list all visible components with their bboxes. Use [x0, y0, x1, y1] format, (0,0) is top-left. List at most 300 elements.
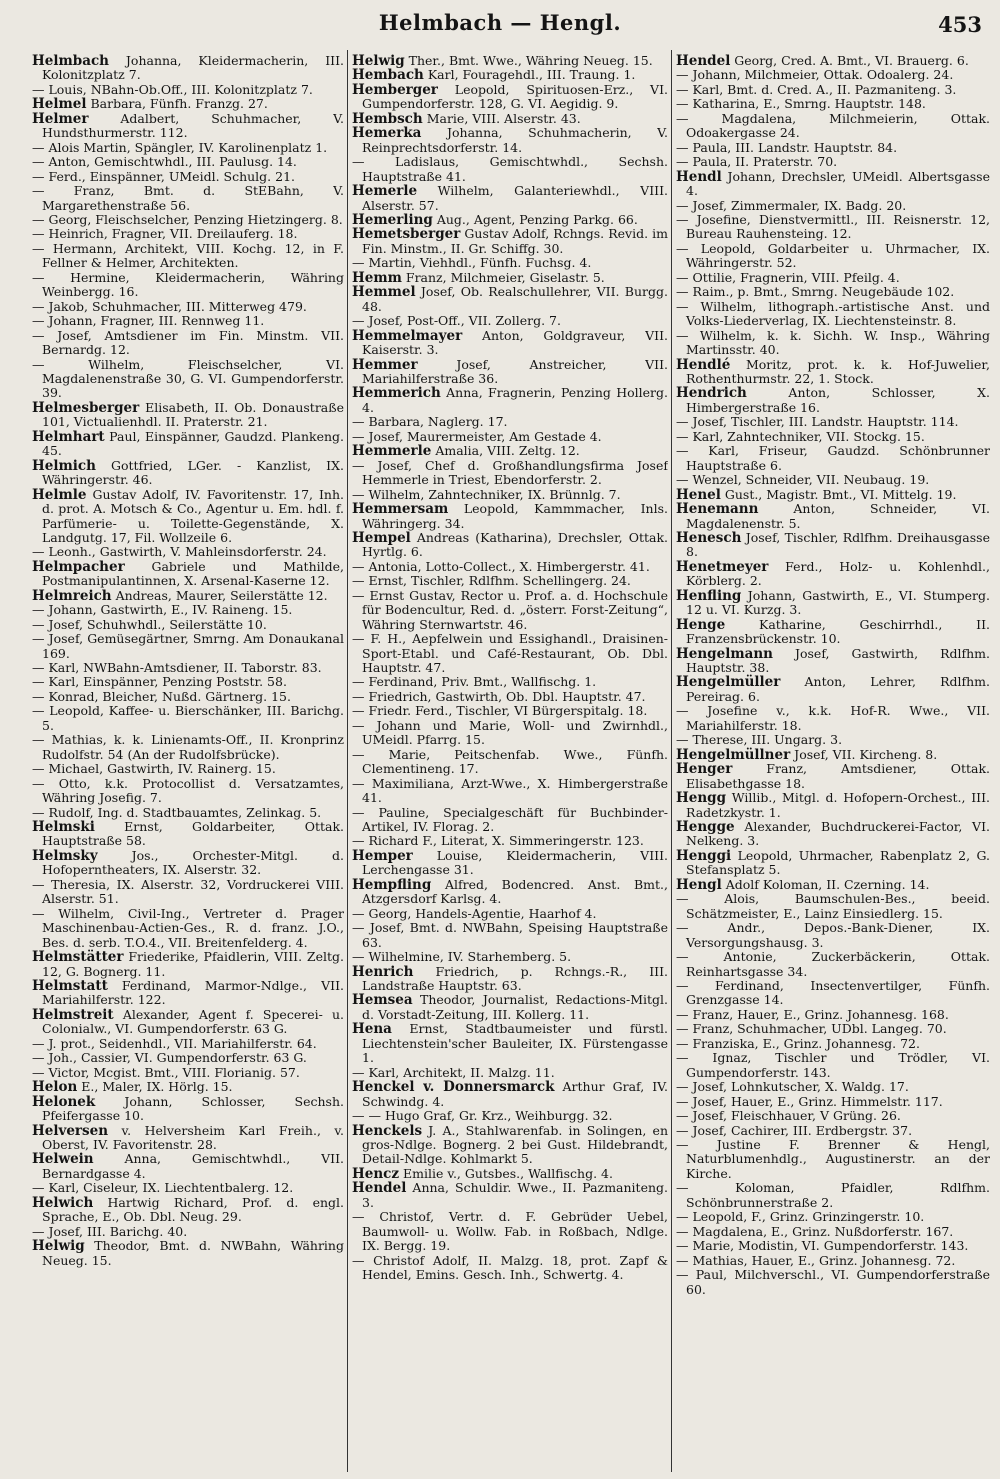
directory-entry: [32, 1196, 344, 1225]
entry-details: Anna, Gemischtwhdl., VII. Bernardgasse 4.: [42, 1151, 344, 1181]
directory-entry: [676, 979, 990, 1008]
entry-details: — Ferdinand, Insectenvertilger, Fünfh. Grenzgasse 14.: [676, 978, 990, 1008]
entry-surname: Henckel v. Donnersmarck: [352, 1079, 555, 1096]
directory-entry: [352, 589, 668, 632]
entry-details: Anton, Lehrer, Rdlfhm. Pereirag. 6.: [686, 674, 990, 704]
entry-details: Josef, Tischler, Rdlfhm. Dreihausgasse 8.: [686, 529, 990, 560]
directory-entry: [32, 1037, 344, 1051]
directory-entry: [352, 965, 668, 994]
entry-details: — Magdalena, Milchmeierin, Ottak. Odoakergasse 24.: [676, 110, 990, 141]
entry-details: — Karl, Einspänner, Penzing Poststr. 58.: [32, 674, 287, 690]
entry-details: — Otto, k.k. Protocollist d. Versatzamtes, Währing Josefig. 7.: [32, 775, 344, 806]
directory-entry: [676, 950, 990, 979]
entry-details: Gust., Magistr. Bmt., VI. Mittelg. 19.: [720, 486, 957, 502]
directory-entry: [32, 227, 344, 241]
directory-entry: [676, 415, 990, 429]
entry-details: Paul, Einspänner, Gaudzd. Plankeng. 45.: [42, 428, 344, 459]
entry-details: — Ignaz, Tischler und Trödler, VI. Gumpendorferstr. 143.: [676, 1050, 990, 1080]
directory-entry: [352, 777, 668, 806]
directory-entry: [32, 401, 344, 430]
entry-surname: Hempfling: [352, 876, 432, 893]
entry-details: — Karl, Ciseleur, IX. Liechtentbalerg. 12.: [32, 1180, 294, 1196]
directory-entry: [352, 1181, 668, 1210]
entry-details: — Franz, Schuhmacher, UDbl. Langeg. 70.: [676, 1021, 947, 1037]
directory-entry: [676, 199, 990, 213]
entry-details: — Paula, II. Praterstr. 70.: [676, 154, 838, 170]
entry-details: Josef, Gastwirth, Rdlfhm. Hauptstr. 38.: [686, 645, 990, 676]
directory-entry: [352, 1066, 668, 1080]
entry-details: — Johann, Fragner, III. Rennweg 11.: [32, 313, 265, 329]
entry-surname: Hemper: [352, 847, 413, 864]
entry-details: — Wenzel, Schneider, VII. Neubaug. 19.: [676, 472, 930, 488]
entry-surname: Helmle: [32, 486, 87, 503]
entry-surname: Henrich: [352, 963, 414, 980]
entry-details: — — Hugo Graf, Gr. Krz., Weihburgg. 32.: [352, 1108, 613, 1124]
directory-entry: [352, 878, 668, 907]
entry-surname: Hengelmann: [676, 645, 773, 662]
entry-details: Johann, Gastwirth, E., VI. Stumperg. 12 u. VI. Kurzg. 3.: [686, 587, 990, 618]
directory-entry: [32, 184, 344, 213]
entry-surname: Helmstreit: [32, 1006, 114, 1023]
directory-entry: [676, 820, 990, 849]
entry-details: — Louis, NBahn-Ob.Off., III. Kolonitzplatz 7.: [32, 81, 313, 97]
entry-details: — Karl, Bmt. d. Cred. A., II. Pazmaniteng. 3.: [676, 81, 957, 97]
entry-surname: Henggi: [676, 847, 732, 864]
directory-entry: [352, 184, 668, 213]
entry-details: — Karl, Architekt, II. Malzg. 11.: [352, 1064, 555, 1080]
directory-entry: [32, 1095, 344, 1124]
entry-surname: Hemmerle: [352, 443, 432, 460]
entry-details: — J. prot., Seidenhdl., VII. Mariahilferstr. 64.: [32, 1035, 317, 1051]
directory-entry: [676, 242, 990, 271]
directory-entry: [352, 271, 668, 285]
entry-details: — Wilhelm, Fleischselcher, VI. Magdalenenstraße 30, G. VI. Gumpendorferstr. 39.: [32, 356, 344, 401]
entry-details: Ferd., Holz- u. Kohlenhdl., Körblerg. 2.: [686, 558, 990, 589]
directory-entry: [352, 285, 668, 314]
entry-surname: Hemetsberger: [352, 226, 461, 243]
column-divider: [347, 50, 348, 1472]
entry-surname: Hemmelmayer: [352, 327, 463, 344]
entry-details: — Josef, Cachirer, III. Erdbergstr. 37.: [676, 1122, 913, 1138]
directory-entry: [32, 603, 344, 617]
entry-details: — Mathias, Hauer, E., Grinz. Johannesg. 72.: [676, 1252, 956, 1268]
entry-surname: Helmesberger: [32, 399, 140, 416]
entry-details: — Christof, Vertr. d. F. Gebrüder Uebel, Baumwoll- u. Wollw. Fab. in Roßbach, Ndlge. IX. Bergg. 19.: [352, 1209, 668, 1254]
entry-details: — Ernst, Tischler, Rdlfhm. Schellingerg. 24.: [352, 573, 631, 589]
entry-details: — Ladislaus, Gemischtwhdl., Sechsh. Hauptstraße 41.: [352, 154, 668, 184]
entry-details: — Johann, Milchmeier, Ottak. Odoalerg. 24.: [676, 67, 954, 83]
entry-details: Elisabeth, II. Ob. Donaustraße 101, Victualienhdl. II. Praterstr. 21.: [42, 399, 344, 430]
directory-entry: [32, 358, 344, 401]
entry-details: v. Helversheim Karl Freih., v. Oberst, IV. Favoritenstr. 28.: [42, 1122, 344, 1152]
entry-details: — Josef, Schuhwhdl., Seilerstätte 10.: [32, 616, 267, 632]
directory-entry: [32, 1225, 344, 1239]
directory-entry: [32, 560, 344, 589]
directory-entry: [676, 386, 990, 415]
entry-details: — Rudolf, Ing. d. Stadtbauamtes, Zelinkag. 5.: [32, 804, 322, 820]
column-1: [32, 54, 344, 1472]
directory-entry: [32, 733, 344, 762]
directory-entry: [676, 704, 990, 733]
directory-entry: [32, 300, 344, 314]
directory-entry: [32, 112, 344, 141]
entry-details: Josef, Ob. Realschullehrer, VII. Burgg. 48.: [362, 284, 668, 314]
entry-details: — Hermann, Architekt, VIII. Kochg. 12, in F. Fellner & Helmer, Architekten.: [32, 240, 344, 271]
entry-details: — Richard F., Literat, X. Simmeringerstr. 123.: [352, 833, 644, 849]
entry-details: Wilhelm, Galanteriewhdl., VIII. Alserstr. 57.: [362, 183, 668, 213]
directory-entry: [32, 1066, 344, 1080]
entry-details: — Josef, Fleischhauer, V Grüng. 26.: [676, 1108, 901, 1124]
directory-entry: [676, 170, 990, 199]
directory-entry: [676, 271, 990, 285]
entry-surname: Helmich: [32, 457, 96, 474]
directory-entry: [676, 473, 990, 487]
entry-details: — Andr., Depos.-Bank-Diener, IX. Versorgungshausg. 3.: [676, 920, 990, 950]
entry-details: — Wilhelm, Civil-Ing., Vertreter d. Prager Maschinenbau-Actien-Ges., R. d. franz. J.O., Bes. d. serb. T.O.4., VII. Breitenfelderg. 4.: [32, 905, 344, 950]
entry-details: Leopold, Kammmacher, Inls. Währingerg. 34.: [362, 501, 668, 531]
entry-details: — Franz, Hauer, E., Grinz. Johannesg. 168.: [676, 1006, 949, 1022]
entry-surname: Hengge: [676, 819, 735, 836]
entry-details: Karl, Fouragehdl., III. Traung. 1.: [423, 67, 636, 83]
entry-details: Gustav Adolf, IV. Favoritenstr. 17, Inh. d. prot. A. Motsch & Co., Agentur u. Em. hdl. f. Parfümerie- u. Toilette-Gegenstände, X. Landgutg. 17, Fil. Wollzeile 6.: [42, 486, 344, 545]
entry-details: — Michael, Gastwirth, IV. Rainerg. 15.: [32, 761, 276, 777]
directory-entry: [32, 170, 344, 184]
directory-entry: [32, 849, 344, 878]
entry-surname: Hencz: [352, 1165, 400, 1182]
entry-details: Friederike, Pfaidlerin, VIII. Zeltg. 12, G. Bognerg. 11.: [42, 949, 344, 979]
entry-details: — Wilhelm, Zahntechniker, IX. Brünnlg. 7.: [352, 486, 621, 502]
directory-entry: [676, 892, 990, 921]
directory-entry: [352, 155, 668, 184]
entry-surname: Helmpacher: [32, 558, 125, 575]
directory-entry: [32, 675, 344, 689]
directory-entry: [32, 661, 344, 675]
directory-entry: [676, 733, 990, 747]
entry-details: Anton, Schlosser, X. Himbergerstraße 16.: [686, 385, 990, 415]
entry-details: Arthur Graf, IV. Schwindg. 4.: [362, 1079, 668, 1109]
entry-surname: Henckels: [352, 1122, 423, 1139]
directory-entry: [32, 488, 344, 546]
entry-surname: Hena: [352, 1021, 392, 1038]
entry-surname: Hendel: [352, 1180, 407, 1197]
entry-surname: Helwig: [32, 1238, 85, 1255]
entry-details: Anton, Goldgraveur, VII. Kaiserstr. 3.: [362, 327, 668, 358]
entry-details: Leopold, Spirituosen-Erz., VI. Gumpendorferstr. 128, G. VI. Aegidig. 9.: [362, 81, 668, 112]
directory-entry: [352, 314, 668, 328]
entry-surname: Hengelmüllner: [676, 746, 791, 763]
entry-surname: Hemmersam: [352, 501, 449, 518]
entry-details: Alexander, Buchdruckerei-Factor, VI. Nelkeng. 3.: [686, 819, 990, 849]
entry-details: — Antonia, Lotto-Collect., X. Himbergerstr. 41.: [352, 558, 650, 574]
entry-details: Franz, Amtsdiener, Ottak. Elisabethgasse 18.: [686, 761, 990, 791]
entry-details: — Pauline, Specialgeschäft für Buchbinder-Artikel, IV. Florag. 2.: [352, 804, 668, 835]
entry-surname: Henetmeyer: [676, 558, 769, 575]
directory-entry: [676, 300, 990, 329]
directory-entry: [352, 459, 668, 488]
directory-entry: [352, 213, 668, 227]
entry-details: — Therese, III. Ungarg. 3.: [676, 732, 843, 748]
directory-entry: [676, 1037, 990, 1051]
directory-entry: [676, 762, 990, 791]
entry-surname: Helmbach: [32, 54, 109, 69]
directory-entry: [352, 950, 668, 964]
directory-entry: [352, 386, 668, 415]
entry-details: Franz, Milchmeier, Giselastr. 5.: [401, 269, 605, 285]
directory-entry: [32, 632, 344, 661]
entry-surname: Henge: [676, 616, 726, 633]
directory-entry: [32, 1181, 344, 1195]
entry-details: — Antonie, Zuckerbäckerin, Ottak. Reinhartsgasse 34.: [676, 949, 990, 979]
directory-entry: [676, 112, 990, 141]
entry-details: Emilie v., Gutsbes., Wallfischg. 4.: [399, 1165, 613, 1181]
entry-details: — Friedr. Ferd., Tischler, VI Bürgerspitalg. 18.: [352, 703, 648, 719]
entry-details: Aug., Agent, Penzing Parkg. 66.: [432, 211, 638, 227]
page-header: [0, 0, 1000, 44]
directory-entry: [676, 1095, 990, 1109]
entry-details: Ferdinand, Marmor-Ndlge., VII. Mariahilferstr. 122.: [42, 978, 344, 1008]
entry-details: — Magdalena, E., Grinz. Nußdorferstr. 167.: [676, 1223, 954, 1239]
entry-details: — Friedrich, Gastwirth, Ob. Dbl. Hauptstr. 47.: [352, 688, 646, 704]
column-divider: [671, 50, 672, 1472]
entry-details: — Raim., p. Bmt., Smrng. Neugebäude 102.: [676, 284, 955, 300]
entry-details: Friedrich, p. Rchngs.-R., III. Landstraße Hauptstr. 63.: [362, 963, 668, 993]
directory-entry: [352, 68, 668, 82]
entry-details: Alexander, Agent f. Specerei- u. Colonialw., VI. Gumpendorferstr. 63 G.: [42, 1006, 344, 1037]
directory-entry: [676, 1138, 990, 1181]
entry-details: J. A., Stahlwarenfab. in Solingen, en gros-Ndlge. Bognerg. 2 bei Gust. Hildebrandt, Detail-Ndlge. Kohlmarkt 5.: [362, 1122, 668, 1167]
entry-details: — Paul, Milchverschl., VI. Gumpendorferstraße 60.: [676, 1267, 990, 1297]
directory-entry: [352, 256, 668, 270]
directory-entry: [352, 834, 668, 848]
entry-details: — Leopold, Goldarbeiter u. Uhrmacher, IX. Währingerstr. 52.: [676, 240, 990, 271]
directory-entry: [352, 1167, 668, 1181]
directory-entry: [676, 647, 990, 676]
directory-entry: [676, 141, 990, 155]
directory-entry: [352, 704, 668, 718]
directory-entry: [676, 1181, 990, 1210]
entry-details: Katharine, Geschirrhdl., II. Franzensbrückenstr. 10.: [686, 616, 990, 647]
directory-entry: [352, 675, 668, 689]
entry-details: — Josef, III. Barichg. 40.: [32, 1223, 188, 1239]
entry-details: Gabriele und Mathilde, Postmanipulantinnen, X. Arsenal-Kaserne 12.: [42, 558, 344, 589]
directory-entry: [352, 430, 668, 444]
entry-surname: Hemerling: [352, 211, 433, 228]
entry-surname: Hempel: [352, 529, 411, 546]
entry-surname: Henel: [676, 486, 721, 503]
entry-details: — Wilhelmine, IV. Starhemberg. 5.: [352, 949, 572, 965]
entry-surname: Hendl: [676, 168, 722, 185]
entry-details: — Theresia, IX. Alserstr. 32, Vordruckerei VIII. Alserstr. 51.: [32, 876, 344, 907]
entry-details: Josef, Anstreicher, VII. Mariahilferstraße 36.: [362, 356, 668, 386]
directory-entry: [352, 227, 668, 256]
directory-entry: [32, 806, 344, 820]
entry-details: — Josef, Gemüsegärtner, Smrng. Am Donaukanal 169.: [32, 631, 344, 661]
entry-details: — Josef, Zimmermaler, IX. Badg. 20.: [676, 197, 907, 213]
entry-details: — Martin, Viehhdl., Fünfh. Fuchsg. 4.: [352, 255, 592, 271]
directory-entry: [676, 921, 990, 950]
directory-entry: [32, 1080, 344, 1094]
entry-details: — Christof Adolf, II. Malzg. 18, prot. Zapf & Hendel, Emins. Gesch. Inh., Schwertg. 4.: [352, 1252, 668, 1283]
entry-surname: Helwig: [352, 54, 405, 69]
entry-surname: Hendrich: [676, 385, 747, 402]
entry-surname: Hemmerich: [352, 385, 441, 402]
entry-details: — Leopold, F., Grinz. Grinzingerstr. 10.: [676, 1209, 925, 1225]
entry-surname: Helmer: [32, 110, 89, 127]
directory-entry: [32, 950, 344, 979]
entry-details: Willib., Mitgl. d. Hofopern-Orchest., III. Radetzkystr. 1.: [686, 790, 990, 820]
entry-details: — Wilhelm, k. k. Sichh. W. Insp., Währing Martinsstr. 40.: [676, 327, 990, 358]
entry-details: Gustav Adolf, Rchngs. Revid. im Fin. Minstm., II. Gr. Schiffg. 30.: [362, 226, 668, 256]
entry-details: — Joh., Cassier, VI. Gumpendorferstr. 63 G.: [32, 1050, 307, 1066]
entry-surname: Helmhart: [32, 428, 105, 445]
directory-entry: [32, 907, 344, 950]
entry-details: — Ferdinand, Priv. Bmt., Wallfischg. 1.: [352, 674, 597, 690]
directory-entry: [352, 415, 668, 429]
directory-entry: [676, 1210, 990, 1224]
entry-details: Josef, VII. Kircheng. 8.: [790, 746, 938, 762]
directory-entry: [676, 1080, 990, 1094]
entry-details: — Josef, Maurermeister, Am Gestade 4.: [352, 428, 602, 444]
entry-surname: Helwich: [32, 1194, 94, 1211]
running-head: Helmbach — Hengl.: [378, 10, 622, 35]
directory-entry: [676, 1051, 990, 1080]
directory-entry: [32, 878, 344, 907]
directory-entry: [352, 806, 668, 835]
entry-surname: Helversen: [32, 1122, 109, 1139]
directory-entry: [352, 849, 668, 878]
directory-entry: [676, 1124, 990, 1138]
directory-entry: [676, 83, 990, 97]
directory-entry: [352, 993, 668, 1022]
entry-surname: Helmel: [32, 96, 87, 113]
entry-surname: Hengl: [676, 876, 722, 893]
directory-entry: [676, 878, 990, 892]
entry-details: — Josef, Post-Off., VII. Zollerg. 7.: [352, 313, 561, 329]
entry-surname: Hemsea: [352, 992, 413, 1009]
entry-details: Andreas (Katharina), Drechsler, Ottak. Hyrtlg. 6.: [362, 529, 668, 560]
entry-details: Johann, Drechsler, UMeidl. Albertsgasse 4.: [686, 168, 990, 199]
directory-entry: [352, 921, 668, 950]
directory-entry: [352, 1124, 668, 1167]
directory-entry: [32, 545, 344, 559]
entry-details: Adalbert, Schuhmacher, V. Hundsthurmerstr. 112.: [42, 110, 344, 141]
entry-details: — Hermine, Kleidermacherin, Währing Weinbergg. 16.: [32, 269, 344, 300]
entry-surname: Henemann: [676, 501, 759, 518]
directory-entry: [676, 97, 990, 111]
entry-details: Hartwig Richard, Prof. d. engl. Sprache, E., Ob. Dbl. Neug. 29.: [42, 1194, 344, 1225]
entry-surname: Hemmel: [352, 284, 416, 301]
directory-entry: [676, 1109, 990, 1123]
directory-entry: [352, 444, 668, 458]
entry-details: Adolf Koloman, II. Czerning. 14.: [721, 876, 930, 892]
entry-surname: Hemerka: [352, 125, 422, 142]
entry-surname: Helwein: [32, 1151, 94, 1168]
directory-entry: [352, 1210, 668, 1253]
entry-details: — Mathias, k. k. Linienamts-Off., II. Kronprinz Rudolfstr. 54 (An der Rudolfsbrücke).: [32, 732, 344, 762]
directory-entry: [32, 1152, 344, 1181]
directory-entry: [676, 791, 990, 820]
entry-details: — Georg, Handels-Agentie, Haarhof 4.: [352, 905, 597, 921]
entry-details: — Katharina, E., Smrng. Hauptstr. 148.: [676, 96, 926, 112]
entry-details: Theodor, Journalist, Redactions-Mitgl. d. Vorstadt-Zeitung, III. Kollerg. 11.: [362, 992, 668, 1022]
directory-entry: [676, 1268, 990, 1297]
entry-details: Ernst, Goldarbeiter, Ottak. Hauptstraße 58.: [42, 819, 344, 849]
directory-entry: [32, 589, 344, 603]
directory-entry: [352, 719, 668, 748]
entry-details: — Marie, Modistin, VI. Gumpendorferstr. 143.: [676, 1238, 969, 1254]
entry-details: — Alois, Baumschulen-Bes., beeid. Schätzmeister, E., Lainz Einsiedlerg. 15.: [676, 891, 990, 921]
directory-entry: [32, 83, 344, 97]
entry-details: Johanna, Kleidermacherin, III. Kolonitzplatz 7.: [42, 54, 344, 83]
entry-surname: Henger: [676, 761, 733, 778]
entry-details: — Josefine, Dienstvermittl., III. Reisnerstr. 12, Bureau Rauhensteing. 12.: [676, 211, 990, 242]
entry-details: — Josef, Lohnkutscher, X. Waldg. 17.: [676, 1079, 909, 1095]
directory-entry: [352, 358, 668, 387]
directory-entry: [32, 213, 344, 227]
directory-entry: [676, 589, 990, 618]
directory-entry: [676, 285, 990, 299]
entry-details: Moritz, prot. k. k. Hof-Juwelier, Rothenthurmstr. 22, 1. Stock.: [686, 356, 990, 386]
entry-details: — Barbara, Naglerg. 17.: [352, 414, 508, 430]
directory-entry: [676, 488, 990, 502]
directory-entry: [676, 560, 990, 589]
directory-entry: [32, 141, 344, 155]
entry-details: Marie, VIII. Alserstr. 43.: [422, 110, 581, 126]
entry-details: — Konrad, Bleicher, Nußd. Gärtnerg. 15.: [32, 688, 291, 704]
entry-details: — Franz, Bmt. d. StEBahn, V. Margarethenstraße 56.: [32, 183, 344, 213]
directory-entry: [676, 155, 990, 169]
directory-entry: [352, 54, 668, 68]
directory-entry: [352, 502, 668, 531]
entry-details: Georg, Cred. A. Bmt., VI. Brauerg. 6.: [730, 54, 969, 68]
entry-details: — Josef, Chef d. Großhandlungsfirma Josef Hemmerle in Triest, Ebendorferstr. 2.: [352, 457, 668, 488]
directory-entry: [676, 1008, 990, 1022]
directory-entry: [352, 690, 668, 704]
directory-entry: [676, 502, 990, 531]
directory-entry: [32, 1124, 344, 1153]
directory-entry: [676, 1239, 990, 1253]
entry-details: — Ottilie, Fragnerin, VIII. Pfeilg. 4.: [676, 269, 900, 285]
entry-surname: Hendel: [676, 54, 731, 69]
entry-surname: Helonek: [32, 1093, 96, 1110]
directory-entry: [32, 1008, 344, 1037]
entry-surname: Helmstätter: [32, 949, 124, 966]
directory-entry: [352, 748, 668, 777]
directory-entry: [32, 314, 344, 328]
directory-entry: [676, 444, 990, 473]
entry-details: Leopold, Uhrmacher, Rabenplatz 2, G. Stefansplatz 5.: [686, 847, 990, 878]
directory-entry: [352, 329, 668, 358]
directory-entry: [352, 560, 668, 574]
entry-surname: Hembach: [352, 67, 424, 84]
entry-details: — Georg, Fleischselcher, Penzing Hietzingerg. 8.: [32, 211, 343, 227]
directory-entry: [32, 430, 344, 459]
entry-details: Louise, Kleidermacherin, VIII. Lerchengasse 31.: [362, 847, 668, 878]
entry-details: — Koloman, Pfaidler, Rdlfhm. Schönbrunnerstraße 2.: [676, 1180, 990, 1210]
entry-surname: Hengg: [676, 790, 727, 807]
entry-details: — Leonh., Gastwirth, V. Mahleinsdorferstr. 24.: [32, 544, 327, 560]
entry-details: Andreas, Maurer, Seilerstätte 12.: [111, 587, 328, 603]
directory-entry: [32, 1239, 344, 1268]
entry-details: — Justine F. Brenner & Hengl, Naturblumenhdlg., Augustinerstr. an der Kirche.: [676, 1136, 990, 1181]
directory-entry: [676, 531, 990, 560]
directory-entry: [32, 820, 344, 849]
directory-entry: [352, 574, 668, 588]
directory-entry: [676, 675, 990, 704]
entry-details: Jos., Orchester-Mitgl. d. Hofoperntheaters, IX. Alserstr. 32.: [42, 847, 344, 878]
directory-entry: [352, 1109, 668, 1123]
entry-details: Theodor, Bmt. d. NWBahn, Währing Neueg. 15.: [42, 1238, 344, 1268]
